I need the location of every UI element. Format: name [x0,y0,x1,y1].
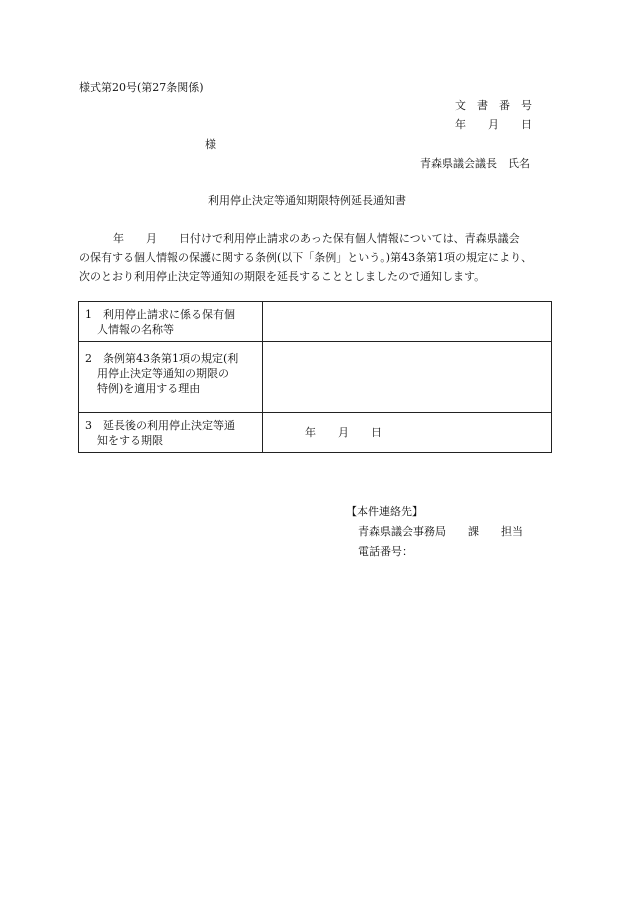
extension-details-table [78,301,552,453]
sender-name: 青森県議会議長 氏名 [420,157,530,170]
row-2-value [263,342,552,413]
row-2-label [79,342,263,413]
label-line: 特例)を適用する理由 [97,382,201,395]
table-row [79,342,552,413]
form-number: 様式第20号(第27条関係) [79,81,204,94]
row-1-label [79,302,263,342]
label-line: 1 利用停止請求に係る保有個 [85,308,235,321]
body-line-3: 次のとおり利用停止決定等通知の期限を延長することとしましたので通知します。 [79,270,486,283]
label-line: 用停止決定等通知の期限の [97,367,229,380]
row-1-value [263,302,552,342]
row-3-value [263,413,552,453]
label-line: 3 延長後の利用停止決定等通 [85,419,235,432]
date-label: 年 月 日 [455,118,532,131]
contact-heading: 【本件連絡先】 [346,505,423,518]
body-line-1: 年 月 日付けで利用停止請求のあった保有個人情報については、青森県議会 [113,232,520,245]
body-line-2: の保有する個人情報の保護に関する条例(以下「条例」という。)第43条第1項の規定により、 [79,251,533,264]
document-number-label: 文 書 番 号 [455,99,532,112]
addressee-suffix: 様 [205,138,216,151]
label-line: 人情報の名称等 [97,323,174,336]
deadline-date: 年 月 日 [305,426,382,439]
table-row [79,302,552,342]
contact-block [346,502,523,562]
body-paragraph [79,229,557,286]
row-3-label [79,413,263,453]
contact-phone-label: 電話番号： [358,545,413,558]
label-line: 知をする期限 [97,434,163,447]
document-title: 利用停止決定等通知期限特例延長通知書 [208,194,406,207]
label-line: 2 条例第43条第1項の規定(利 [85,352,239,365]
contact-department: 青森県議会事務局 課 担当 [358,525,523,538]
table-row [79,413,552,453]
